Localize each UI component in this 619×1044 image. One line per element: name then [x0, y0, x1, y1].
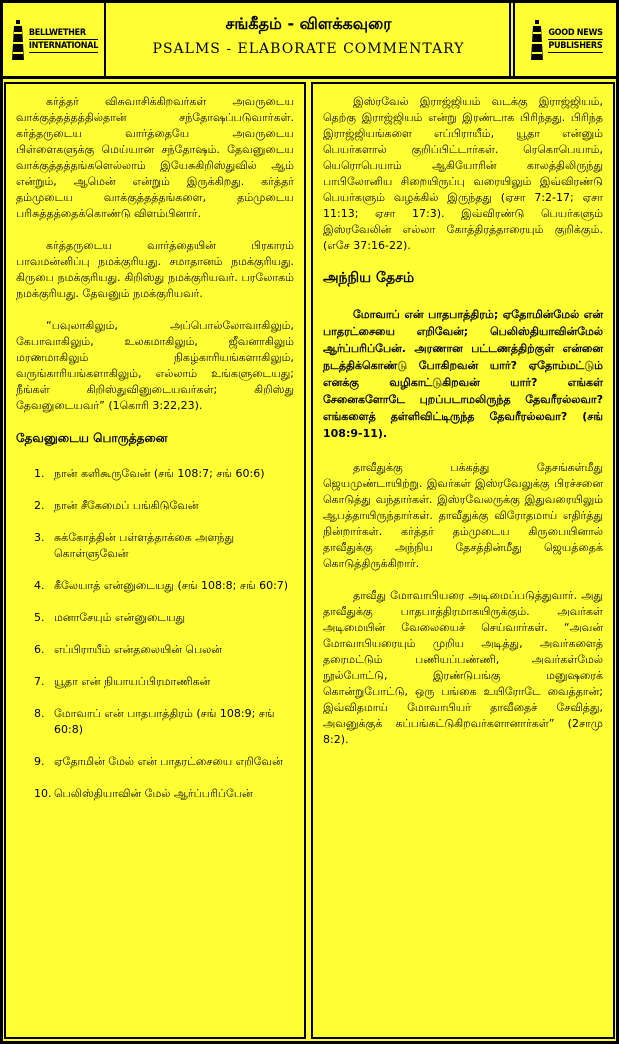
list-item-number: 3.	[34, 531, 45, 544]
logo-left-line1: BELLWETHER	[29, 27, 98, 40]
list-item	[22, 530, 294, 562]
list-item	[22, 754, 294, 770]
title-tamil: சங்கீதம் - விளக்கவுரை	[225, 14, 392, 33]
logo-right-line1: GOOD NEWS	[548, 27, 603, 38]
lighthouse-icon	[528, 18, 546, 62]
title-block	[108, 3, 511, 76]
list-item-number: 7.	[34, 675, 45, 688]
list-item-text: பெலிஸ்தியாவின் மேல் ஆர்ப்பரிப்பேன்	[54, 787, 253, 800]
right-paragraph-4: தாவீது மோவாபியரை அடிமைப்படுத்துவார். அது தாவீதுக்கு பாதபாத்திரமாகயிருக்கும். அவர்கள் அடிமையின் வேலையைச் செய்வார்கள். “அவன் மோவாபியரையும் முறிய அடித்து, அவர்களைத் தரைமட்டும் பணியப்பண்ணி, அவர்கள்மேல் நூல்போட்டு, இரண்டுபங்கு மனுஷரைக் கொன்றுபோட்டு, ஒரு பங்கை உயிரோடே வைத்தான்; இவ்விதமாய் மோவாபியர் தாவீதைச் சேவித்து, அவனுக்குக் கப்பங்கட்டுகிறவர்களானார்கள்” (2சாமு 8:2).	[323, 589, 603, 746]
list-item-number: 1.	[34, 467, 45, 480]
logo-left-line2: INTERNATIONAL	[28, 40, 99, 51]
list-item-text: மனாசேயும் என்னுடையது	[54, 611, 186, 624]
list-item-text: நான் சீகேமைப் பங்கிடுவேன்	[54, 499, 199, 512]
list-item-number: 4.	[34, 579, 45, 592]
section-heading-foreign-land: அந்நிய தேசம்	[323, 270, 415, 286]
list-item-number: 6.	[34, 643, 45, 656]
title-english: PSALMS - ELABORATE COMMENTARY	[152, 41, 465, 57]
list-item	[22, 498, 294, 514]
left-column	[4, 82, 306, 1039]
list-item-text: எப்பிராயீம் என்தலையின் பெலன்	[54, 643, 222, 656]
list-item-number: 5.	[34, 611, 45, 624]
list-item-text: யூதா என் நியாயப்பிரமாணிகன்	[54, 675, 211, 688]
list-item	[22, 674, 294, 690]
right-paragraph-3: தாவீதுக்கு பக்கத்து தேசங்கள்மீது ஜெயமுண்டாயிற்று. இவர்கள் இஸ்ரவேலுக்கு பிரச்சனை கொடுத்து வந்தார்கள். இஸ்ரவேலருக்கு இதுவரையிலும் ஆபத்தாயிருந்தார்கள். தாவீதுக்கு விரோதமாய் எதிர்த்து நின்றார்கள். கர்த்தர் தம்முடைய கிருபையினால் தாவீதுக்கு அந்நிய தேசத்தின்மீது ஜெயத்தைக் கொடுத்திருக்கிறார்.	[323, 461, 603, 570]
list-item	[22, 642, 294, 658]
list-item	[22, 466, 294, 482]
list-item	[22, 786, 294, 802]
page-header	[3, 3, 616, 79]
list-item	[22, 706, 294, 738]
left-paragraph-1: கர்த்தர் விசுவாசிக்கிறவர்கள் அவருடைய வாக்குத்தத்தத்தில்தான் சந்தோஷப்படுவார்கள். கர்த்தருடைய வார்த்தையே அவருடைய பிள்ளைகளுக்கு மெய்யான சந்தோஷம். தேவனுடைய வாக்குத்தத்தங்களெல்லாம் இயேசுகிறிஸ்துவில் ஆம் என்றும், ஆமென் என்றும் இருக்கிறது. கர்த்தர் தம்முடைய வாக்குத்தத்தங்களை, தம்முடைய பரிசுத்தத்தைக்கொண்டு விளம்பினார்.	[16, 95, 294, 220]
promise-list	[16, 466, 294, 802]
list-item-text: நான் களிகூருவேன் (சங் 108:7; சங் 60:6)	[54, 467, 265, 480]
left-paragraph-3: “பவுலாகிலும், அப்பொல்லோவாகிலும், கேபாவாகிலும், உலகமாகிலும், ஜீவனாகிலும் மரணமாகிலும் நிகழ்காரியங்களாகிலும், வருங்காரியங்களாகிலும், எல்லாம் உங்களுடையது; நீங்கள் கிறிஸ்துவினுடையவர்கள்; கிறிஸ்து தேவனுடையவர்” (1கொரி 3:22,23).	[16, 319, 294, 412]
left-paragraph-2: கர்த்தருடைய வார்த்தையின் பிரகாரம் பாவமன்னிப்பு நமக்குரியது. சமாதானம் நமக்குரியது. கிருபை நமக்குரியது. கிறிஸ்து நமக்குரியவர். பரலோகம் நமக்குரியது. தேவனும் நமக்குரியவர்.	[16, 239, 294, 300]
good-news-logo	[513, 3, 616, 76]
list-item-number: 9.	[34, 755, 45, 768]
list-item-text: மோவாப் என் பாதபாத்திரம் (சங் 108:9; சங் 60:8)	[54, 707, 275, 736]
logo-right-line2: PUBLISHERS	[548, 40, 603, 51]
list-item-text: கீலேயாத் என்னுடையது (சங் 108:8; சங் 60:7)	[54, 579, 289, 592]
lighthouse-icon	[9, 18, 27, 62]
right-paragraph-2-psalm-quote: மோவாப் என் பாதபாத்திரம்; ஏதோமின்மேல் என் பாதரட்சையை எறிவேன்; பெலிஸ்தியாவின்மேல் ஆர்ப்பரிப்பேன். அரணான பட்டணத்திற்குள் என்னை நடத்திக்கொண்டு போகிறவன் யார்? ஏதோம்மட்டும் எனக்கு வழிகாட்டுகிறவன் யார்? எங்கள் சேனைகளோடே புறப்படாமலிருந்த தேவரீரல்லவா? எங்களைத் தள்ளிவிட்டிருந்த தேவரீரல்லவா? (சங் 108:9-11).	[323, 308, 603, 440]
list-item-text: சுக்கோத்தின் பள்ளத்தாக்கை அளந்து கொள்ளுவேன்	[54, 531, 234, 560]
list-item-number: 2.	[34, 499, 45, 512]
list-item-text: ஏதோமின் மேல் என் பாதரட்சையை எறிவேன்	[54, 755, 283, 768]
list-item-number: 8.	[34, 707, 45, 720]
right-column	[311, 82, 615, 1039]
list-item	[22, 610, 294, 626]
section-heading-promise: தேவனுடைய பொருத்தனை	[16, 431, 168, 445]
right-paragraph-1: இஸ்ரவேல் இராஜ்ஜியம் வடக்கு இராஜ்ஜியம், தெற்கு இராஜ்ஜியம் என்று இரண்டாக பிரிந்தது. பிரிந்த இராஜ்ஜியங்களை எப்பிராயீம், யூதா என்னும் பெயர்களால் குறிப்பிட்டார்கள். ரெகொபெயாம், யெரொபெயாம் ஆகியோரின் காலத்திலிருந்து பாபிலோனிய சிறையிருப்பு வரையிலும் இவ்விரண்டு பெயர்களும் வழக்கில் இருந்தது (ஏசா 7:2-17; ஏசா 11:13; ஏசா 17:3). இவ்விரண்டு பெயர்களும் இஸ்ரவேலின் எல்லா கோத்திரத்தாரையும் குறிக்கும். (எசே 37:16-22).	[323, 95, 603, 252]
list-item	[22, 578, 294, 594]
list-item-number: 10.	[34, 787, 52, 800]
bellwether-logo	[3, 3, 106, 76]
